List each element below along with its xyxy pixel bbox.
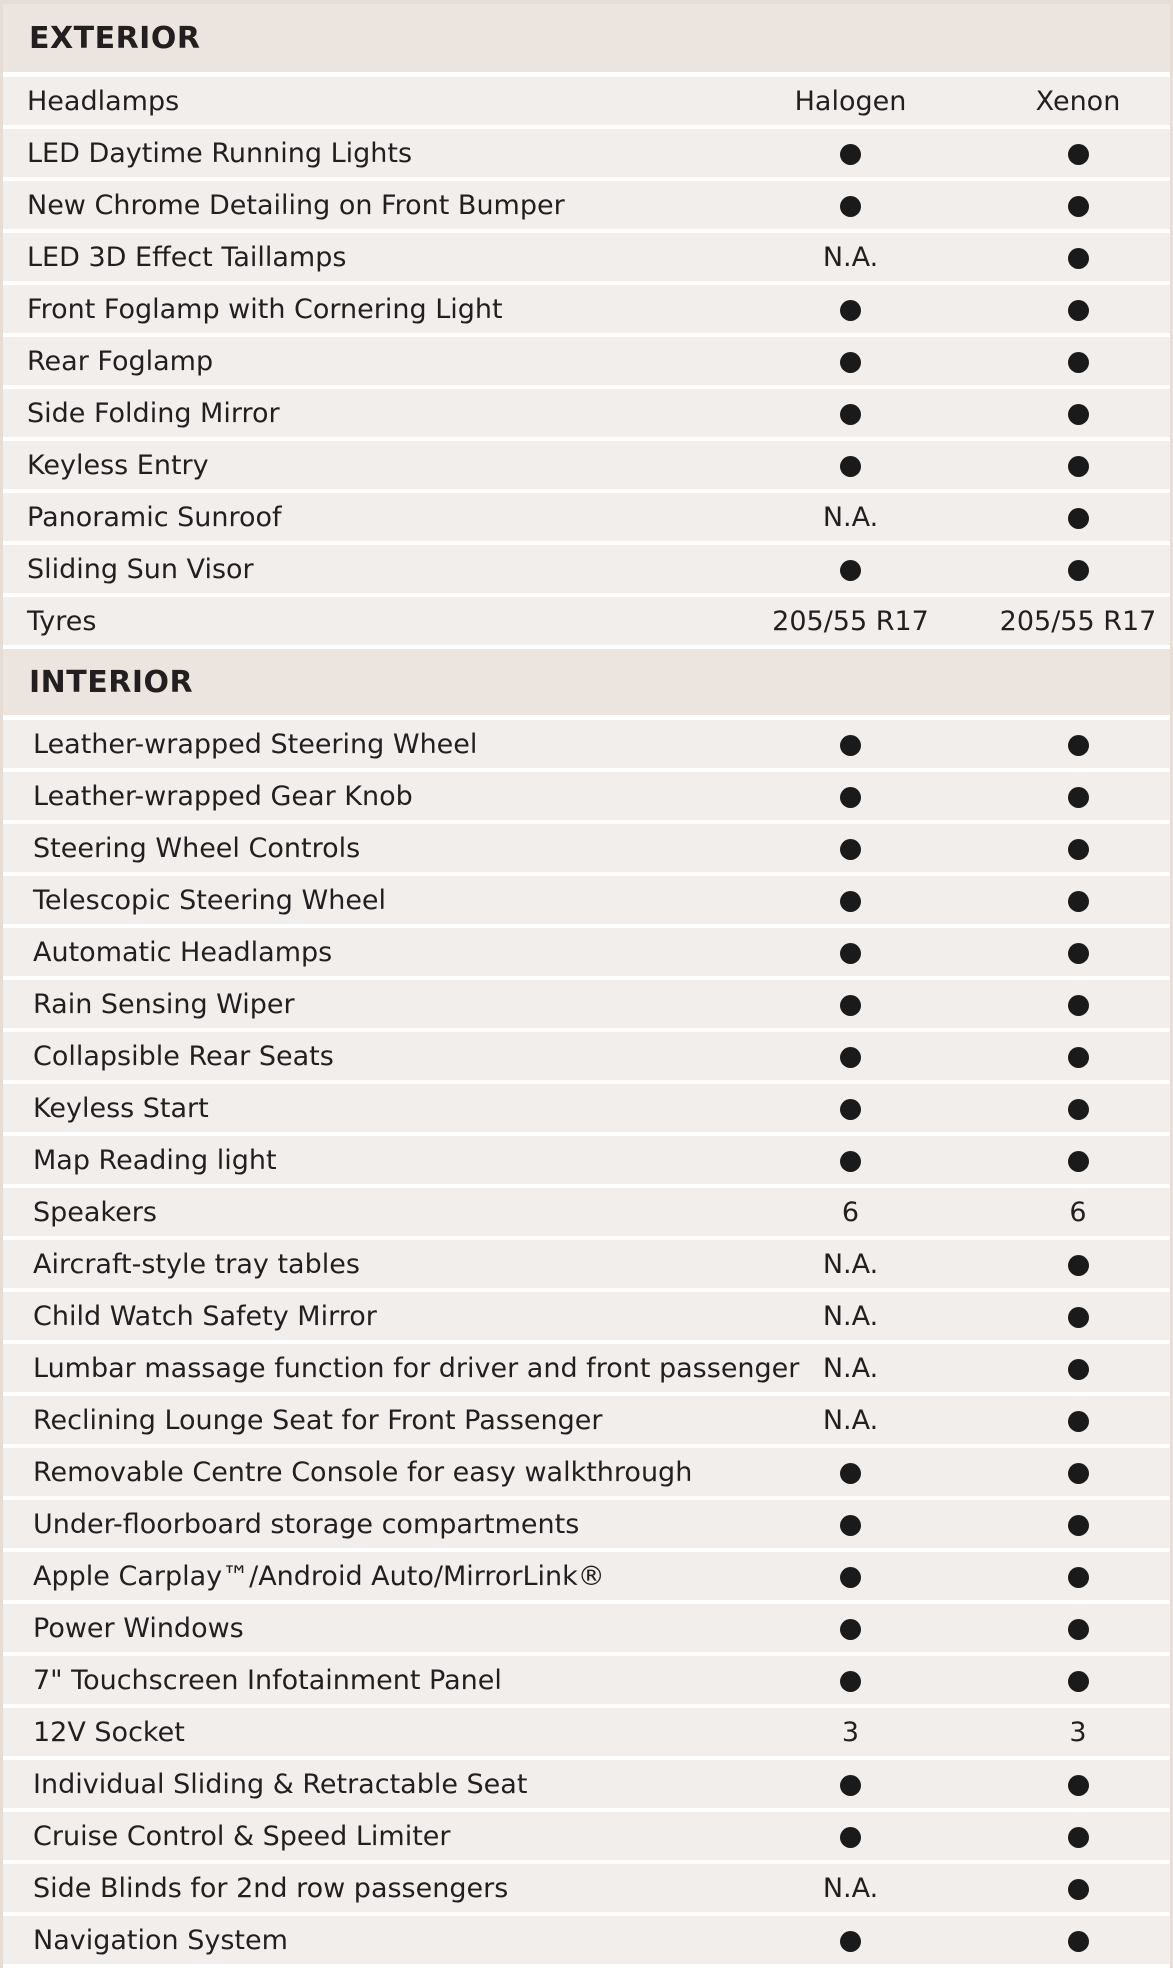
- feature-label: Rear Foglamp: [27, 345, 214, 377]
- dot-icon: [1068, 1515, 1089, 1536]
- table-row: [3, 1864, 1170, 1916]
- table-row: [3, 233, 1170, 285]
- cell-value: 3: [1069, 1716, 1087, 1748]
- feature-label: Side Blinds for 2nd row passengers: [33, 1872, 509, 1904]
- dot-icon: [1068, 995, 1089, 1016]
- table-row: [3, 1500, 1170, 1552]
- dot-icon: [1068, 1255, 1089, 1276]
- table-row: [3, 1292, 1170, 1344]
- dot-icon: [1068, 735, 1089, 756]
- available-dot: [978, 833, 1173, 864]
- dot-icon: [1068, 1879, 1089, 1900]
- available-dot: [978, 937, 1173, 968]
- table-row: [3, 441, 1170, 493]
- dot-icon: [1068, 1411, 1089, 1432]
- feature-label: Child Watch Safety Mirror: [33, 1300, 377, 1332]
- available-dot: [758, 729, 943, 760]
- dot-icon: [840, 1619, 861, 1640]
- dot-icon: [840, 1151, 861, 1172]
- dot-icon: [840, 1463, 861, 1484]
- dot-icon: [840, 144, 861, 165]
- table-row: [3, 1136, 1170, 1188]
- available-dot: [978, 1873, 1173, 1904]
- table-row: [3, 1188, 1170, 1240]
- feature-label: Power Windows: [33, 1612, 244, 1644]
- cell-value: 205/55 R17: [772, 605, 929, 637]
- feature-label: Front Foglamp with Cornering Light: [27, 293, 503, 325]
- table-row: [3, 1708, 1170, 1760]
- available-dot: [758, 346, 943, 377]
- available-dot: [978, 398, 1173, 429]
- cell-value: N.A.: [822, 1300, 879, 1332]
- dot-icon: [840, 891, 861, 912]
- feature-label: Headlamps: [27, 85, 180, 117]
- table-row: [3, 824, 1170, 876]
- variant-2-value: [978, 1197, 1173, 1228]
- available-dot: [758, 1769, 943, 1800]
- available-dot: [978, 1145, 1173, 1176]
- table-row: [3, 493, 1170, 545]
- cell-value: 6: [1069, 1196, 1087, 1228]
- variant-1-value: [758, 86, 943, 117]
- feature-label: Sliding Sun Visor: [27, 553, 254, 585]
- available-dot: [978, 554, 1173, 585]
- available-dot: [978, 1769, 1173, 1800]
- available-dot: [978, 242, 1173, 273]
- variant-1-value: [758, 1873, 943, 1904]
- table-row: [3, 1552, 1170, 1604]
- dot-icon: [840, 1827, 861, 1848]
- exterior-table: [3, 77, 1170, 649]
- feature-label: Navigation System: [33, 1924, 288, 1956]
- dot-icon: [1068, 1827, 1089, 1848]
- table-row: [3, 1760, 1170, 1812]
- interior-table: [3, 720, 1170, 1968]
- available-dot: [758, 554, 943, 585]
- feature-label: Individual Sliding & Retractable Seat: [33, 1768, 528, 1800]
- interior-title: INTERIOR: [29, 664, 194, 700]
- available-dot: [758, 833, 943, 864]
- cell-value: 3: [841, 1716, 860, 1748]
- feature-label: 7" Touchscreen Infotainment Panel: [33, 1664, 502, 1696]
- feature-label: Panoramic Sunroof: [27, 501, 282, 533]
- feature-label: Lumbar massage function for driver and front passenger: [33, 1352, 800, 1384]
- dot-icon: [840, 196, 861, 217]
- feature-label: Side Folding Mirror: [27, 397, 280, 429]
- available-dot: [758, 398, 943, 429]
- available-dot: [978, 1301, 1173, 1332]
- feature-label: Keyless Start: [33, 1092, 209, 1124]
- cell-value: N.A.: [822, 501, 879, 533]
- cell-value: 6: [841, 1196, 860, 1228]
- exterior-title: EXTERIOR: [29, 20, 201, 56]
- variant-2-value: [978, 86, 1173, 117]
- feature-label: Automatic Headlamps: [33, 936, 333, 968]
- table-row: [3, 1448, 1170, 1500]
- dot-icon: [840, 560, 861, 581]
- dot-icon: [1068, 404, 1089, 425]
- table-row: [3, 1812, 1170, 1864]
- table-row: [3, 389, 1170, 441]
- dot-icon: [840, 995, 861, 1016]
- feature-label: Collapsible Rear Seats: [33, 1040, 334, 1072]
- dot-icon: [1068, 1359, 1089, 1380]
- available-dot: [978, 502, 1173, 533]
- available-dot: [758, 1041, 943, 1072]
- dot-icon: [840, 735, 861, 756]
- feature-label: Speakers: [33, 1196, 157, 1228]
- dot-icon: [1068, 943, 1089, 964]
- dot-icon: [1068, 560, 1089, 581]
- dot-icon: [1068, 891, 1089, 912]
- available-dot: [758, 937, 943, 968]
- table-row: [3, 545, 1170, 597]
- feature-label: Aircraft-style tray tables: [33, 1248, 360, 1280]
- feature-label: Rain Sensing Wiper: [33, 988, 295, 1020]
- dot-icon: [1068, 1463, 1089, 1484]
- available-dot: [978, 1613, 1173, 1644]
- dot-icon: [840, 404, 861, 425]
- available-dot: [758, 989, 943, 1020]
- feature-label: 12V Socket: [33, 1716, 185, 1748]
- table-row: [3, 928, 1170, 980]
- available-dot: [978, 1249, 1173, 1280]
- feature-label: Steering Wheel Controls: [33, 832, 361, 864]
- table-row: [3, 1656, 1170, 1708]
- available-dot: [978, 138, 1173, 169]
- variant-1-value: [758, 502, 943, 533]
- feature-label: Reclining Lounge Seat for Front Passenger: [33, 1404, 603, 1436]
- dot-icon: [1068, 352, 1089, 373]
- available-dot: [978, 190, 1173, 221]
- dot-icon: [1068, 144, 1089, 165]
- feature-label: Removable Centre Console for easy walkthrough: [33, 1456, 693, 1488]
- table-row: [3, 1240, 1170, 1292]
- dot-icon: [1068, 456, 1089, 477]
- dot-icon: [1068, 839, 1089, 860]
- exterior-header: [3, 4, 1170, 77]
- available-dot: [978, 1457, 1173, 1488]
- available-dot: [978, 1509, 1173, 1540]
- dot-icon: [1068, 248, 1089, 269]
- dot-icon: [1068, 1151, 1089, 1172]
- cell-value: N.A.: [822, 1872, 879, 1904]
- variant-1-value: [758, 1301, 943, 1332]
- available-dot: [978, 1925, 1173, 1956]
- table-row: [3, 129, 1170, 181]
- feature-label: Map Reading light: [33, 1144, 277, 1176]
- variant-1-value: [758, 1249, 943, 1280]
- table-row: [3, 876, 1170, 928]
- variant-1-value: [758, 1717, 943, 1748]
- available-dot: [978, 1041, 1173, 1072]
- available-dot: [758, 294, 943, 325]
- feature-label: Tyres: [27, 605, 97, 637]
- feature-label: LED Daytime Running Lights: [27, 137, 413, 169]
- dot-icon: [840, 1099, 861, 1120]
- table-row: [3, 1604, 1170, 1656]
- variant-1-value: [758, 1405, 943, 1436]
- interior-header: [3, 649, 1170, 720]
- table-row: [3, 597, 1170, 649]
- available-dot: [758, 1561, 943, 1592]
- available-dot: [758, 450, 943, 481]
- available-dot: [978, 1093, 1173, 1124]
- table-row: [3, 1916, 1170, 1968]
- available-dot: [978, 1665, 1173, 1696]
- table-row: [3, 772, 1170, 824]
- available-dot: [758, 1925, 943, 1956]
- table-row: [3, 980, 1170, 1032]
- feature-label: Apple Carplay™/Android Auto/MirrorLink®: [33, 1560, 605, 1592]
- dot-icon: [1068, 1307, 1089, 1328]
- variant-1-value: [758, 1353, 943, 1384]
- feature-label: Leather-wrapped Steering Wheel: [33, 728, 478, 760]
- dot-icon: [1068, 1619, 1089, 1640]
- feature-label: Telescopic Steering Wheel: [33, 884, 387, 916]
- available-dot: [758, 1145, 943, 1176]
- available-dot: [978, 885, 1173, 916]
- cell-value: N.A.: [822, 1352, 879, 1384]
- dot-icon: [840, 1047, 861, 1068]
- dot-icon: [840, 943, 861, 964]
- variant-1-value: [758, 242, 943, 273]
- dot-icon: [1068, 1931, 1089, 1952]
- available-dot: [978, 1405, 1173, 1436]
- dot-icon: [1068, 300, 1089, 321]
- variant-1-value: [758, 1197, 943, 1228]
- dot-icon: [840, 1671, 861, 1692]
- dot-icon: [1068, 1047, 1089, 1068]
- available-dot: [758, 1665, 943, 1696]
- dot-icon: [840, 352, 861, 373]
- cell-value: Halogen: [794, 85, 907, 117]
- cell-value: N.A.: [822, 241, 879, 273]
- dot-icon: [840, 300, 861, 321]
- available-dot: [758, 1821, 943, 1852]
- available-dot: [758, 1457, 943, 1488]
- available-dot: [978, 989, 1173, 1020]
- available-dot: [978, 450, 1173, 481]
- feature-label: New Chrome Detailing on Front Bumper: [27, 189, 565, 221]
- table-row: [3, 181, 1170, 233]
- table-row: [3, 77, 1170, 129]
- variant-1-value: [758, 606, 943, 637]
- dot-icon: [1068, 1567, 1089, 1588]
- available-dot: [758, 1093, 943, 1124]
- dot-icon: [1068, 1671, 1089, 1692]
- available-dot: [978, 346, 1173, 377]
- dot-icon: [1068, 1099, 1089, 1120]
- feature-label: Under-floorboard storage compartments: [33, 1508, 580, 1540]
- dot-icon: [840, 1567, 861, 1588]
- dot-icon: [1068, 1775, 1089, 1796]
- cell-value: Xenon: [1035, 85, 1121, 117]
- cell-value: 205/55 R17: [999, 605, 1157, 637]
- variant-2-value: [978, 606, 1173, 637]
- variant-2-value: [978, 1717, 1173, 1748]
- feature-label: Cruise Control & Speed Limiter: [33, 1820, 451, 1852]
- dot-icon: [1068, 196, 1089, 217]
- dot-icon: [840, 1931, 861, 1952]
- available-dot: [978, 729, 1173, 760]
- available-dot: [758, 1613, 943, 1644]
- table-row: [3, 1032, 1170, 1084]
- cell-value: N.A.: [822, 1248, 879, 1280]
- available-dot: [978, 1821, 1173, 1852]
- available-dot: [978, 1561, 1173, 1592]
- dot-icon: [1068, 508, 1089, 529]
- table-row: [3, 1396, 1170, 1448]
- table-row: [3, 337, 1170, 389]
- table-row: [3, 1084, 1170, 1136]
- available-dot: [758, 190, 943, 221]
- available-dot: [978, 1353, 1173, 1384]
- dot-icon: [840, 839, 861, 860]
- dot-icon: [1068, 787, 1089, 808]
- available-dot: [758, 885, 943, 916]
- feature-label: Leather-wrapped Gear Knob: [33, 780, 413, 812]
- dot-icon: [840, 1515, 861, 1536]
- table-row: [3, 720, 1170, 772]
- available-dot: [978, 294, 1173, 325]
- available-dot: [978, 781, 1173, 812]
- table-row: [3, 285, 1170, 337]
- feature-label: LED 3D Effect Taillamps: [27, 241, 347, 273]
- available-dot: [758, 1509, 943, 1540]
- dot-icon: [840, 1775, 861, 1796]
- dot-icon: [840, 787, 861, 808]
- table-row: [3, 1344, 1170, 1396]
- available-dot: [758, 138, 943, 169]
- cell-value: N.A.: [822, 1404, 879, 1436]
- available-dot: [758, 781, 943, 812]
- feature-label: Keyless Entry: [27, 449, 209, 481]
- dot-icon: [840, 456, 861, 477]
